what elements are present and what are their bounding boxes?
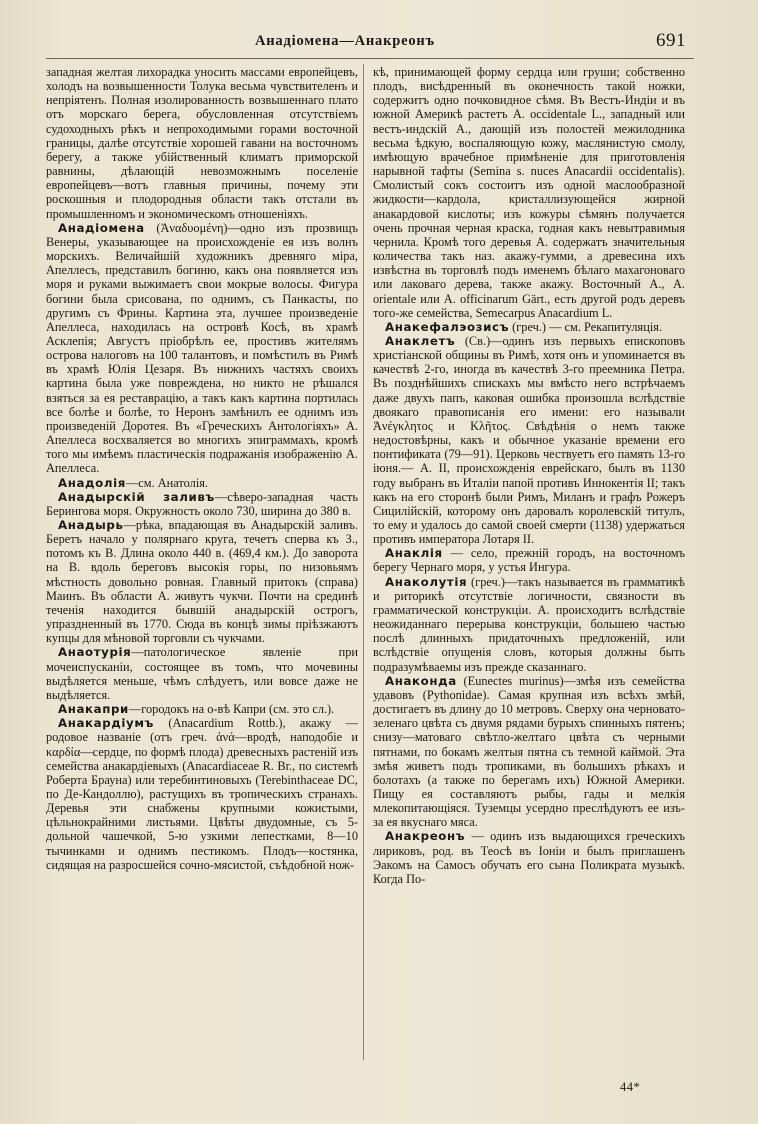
left-column bbox=[46, 65, 358, 872]
entry-text: (Eunectes murinus)—змѣя изъ семейства удавовъ (Pythonidae). Самая крупная изъ всѣхъ змѣй, достигаетъ въ длину до 10 метровъ. Сверху она черновато-зеленаго цвѣта съ двумя рядами бурыхъ спинныхъ пятенъ; снизу—матоваго свѣтло-желтаго цвѣта съ черными пятнами, по бокамъ желтыя пятна съ темной каймой. Эта змѣя живетъ подъ тропиками, въ большихъ рѣкахъ и болотахъ (а также по берегамъ ихъ) Южной Америки. Пищу ея составляютъ рыбы, гады и мелкія млекопитающіяся. Туземцы усердно преслѣдуютъ ее изъ-за ея вкуснаго мяса. bbox=[373, 673, 685, 830]
headword: Анакардіумъ bbox=[58, 716, 155, 731]
entry-anadyr-gulf bbox=[46, 490, 358, 518]
headword: Анадолія bbox=[58, 475, 126, 490]
headword: Анаотурія bbox=[58, 645, 132, 660]
column-divider bbox=[363, 64, 364, 1060]
entry-anadyr bbox=[46, 518, 358, 645]
headword: Анадырскій заливъ bbox=[58, 489, 215, 504]
entry-anakolutia bbox=[373, 575, 685, 674]
entry-text: —городокъ на о-вѣ Капри (см. это сл.). bbox=[128, 702, 335, 717]
continuation-paragraph: кѣ, принимающей форму сердца или груши; собственно плодъ, висѣдренный въ оконечность такой ножки, содержитъ одно почковидное сѣмя. Въ Вестъ-Индіи и въ южной Америкѣ растетъ A. occidentale L., западный или вестъ-индскій А., дающій изъ полостей межилодника весьма ѣдкую, воспаляющую кожу, маслянистую смолу, имѣющую врачебное примѣненіе для приготовленія нарывной тафты (Semina s. nuces Anacardii occidentalis). Смолистый сокъ состоитъ изъ одной маслообразной жидкости—кардола, кристаллизующейся жирной анакардовой кислоты; изъ кожуры сѣмянъ получается очень прочная черная краска, годная какъ невытравимыя чернила. Кромѣ того деревья А. содержатъ значительныя количества такъ наз. акажу-гумми, а древесина ихъ извѣстна въ торговлѣ подъ именемъ бѣлаго махагоноваго или лаковаго дерева, также акажу. Восточный А., A. orientale или A. officinarum Gärt., есть другой родъ деревъ того-же семейства, Semecarpus Anacardium L. bbox=[373, 65, 685, 320]
running-head: Анадіомена—Анакреонъ bbox=[255, 33, 435, 49]
entry-text: (греч.)—такъ называется въ грамматикѣ и риторикѣ отсутствіе логичности, связности въ грамматической конструкціи. А. происходитъ вслѣдствіе неожиданнаго перерыва конструкціи, большею частью послѣ длинныхъ придаточныхъ предложеній, или вслѣдствіе опущенія словъ, которыя должны быть подразумѣваемы изъ прежде сказаннаго. bbox=[373, 574, 685, 674]
entry-anakefaleozis bbox=[373, 320, 685, 334]
entry-text: (Anacardium Rottb.), акажу — родовое названіе (отъ греч. ἀνά—вродѣ, наподобіе и καρδία—сердце, по формѣ плода) древесныхъ растеній изъ семейства анакардіевыхъ (Anacardiaceae R. Br., по системѣ Роберта Брауна) или теребинтиновыхъ (Terebinthaceae DC, по Де-Кандоллю), растущихъ въ тропическихъ странахъ. Деревья эти снабжены крупными кожистыми, цѣльнокрайними листьями. Цвѣты двудомные, съ 5-дольной чашечкой, 5-ю узкими лепестками, 8—10 тычинками и однимъ пестикомъ. Плодъ—костянка, сидящая на разросшейся сочно-мясистой, съѣдобной нож- bbox=[46, 716, 358, 872]
entry-anadolia bbox=[46, 476, 358, 490]
entry-anakonda bbox=[373, 674, 685, 830]
page-number: 691 bbox=[656, 30, 686, 51]
entry-text: (греч.) — см. Рекапитуляція. bbox=[509, 319, 663, 334]
headword: Анаколутія bbox=[385, 574, 468, 589]
headword: Анакреонъ bbox=[385, 829, 466, 844]
entry-anakreon bbox=[373, 829, 685, 886]
entry-text: —патологическое явленіе при мочеиспусканіи, состоящее въ томъ, что мочевины выдѣляется меньше, чѣмъ слѣдуетъ, или вовсе даже не выдѣляется. bbox=[46, 645, 358, 702]
entry-anaklet bbox=[373, 334, 685, 546]
right-column bbox=[373, 65, 685, 886]
entry-text: (Св.)—одинъ изъ первыхъ епископовъ христіанской общины въ Римѣ, хотя онъ и упоминается въ качествѣ 2-го, иногда въ качествѣ 3-го преемника Петра. Въ позднѣйшихъ спискахъ мы вмѣсто него встрѣчаемъ даже двухъ папъ, каковая ошибка произошла вслѣдствіе двоякаго правописанія его имени: его называли Ἀνέγκλητος и Κλῆτος. Свѣдѣнія о немъ также недостовѣрны, какъ и обычное указаніе времени его понтификата (79—91). Церковь чествуетъ его память 13-го іюня.— А. II, происхожденія еврейскаго, былъ въ 1130 году выбранъ въ Италіи папой противъ Иннокентія II; такъ какъ на его сторонѣ были Римъ, Миланъ и графъ Рожеръ Сицилійскій, которому онъ даровалъ королевскій титулъ, то ему и удалось до самой своей смерти (1138) удержаться противъ императора Лотаря II. bbox=[373, 333, 685, 547]
entry-text: —рѣка, впадающая въ Анадырскій заливъ. Беретъ начало у полярнаго круга, течетъ сперва къ З., потомъ къ В. Длина около 440 в. (469,4 км.). До заворота на В. вдоль береговъ высокія горы, по низовьямъ мѣстность довольно ровная. Главный притокъ (справа) Маинъ. Въ области А. живутъ чукчи. Почти на срединѣ теченія находится бывшій анадырскій острогъ, упраздненный въ 1770. Сюда въ концѣ зимы пріѣзжаютъ купцы для мѣновой торговли съ чукчами. bbox=[46, 518, 358, 646]
entry-anacardium bbox=[46, 716, 358, 872]
headword: Анадырь bbox=[58, 518, 124, 532]
entry-text: — одинъ изъ выдающихся греческихъ лириковъ, род. въ Теосѣ въ Іоніи и былъ приглашенъ Эакомъ на Самосъ обучать его сына Поликрата музыкѣ. Когда По- bbox=[373, 829, 685, 886]
entry-text: (Ἀναδυομένη)—одно изъ прозвищъ Венеры, указывающее на происхожденіе ея изъ волнъ морскихъ. Величайшій художникъ древняго міра, Апеллесъ, представилъ богиню, какъ она появляется изъ моря и руками выжимаетъ свои мокрые волосы. Фигура богини была срисована, по однимъ, съ Панкасты, по другимъ съ Фрины. Картина эта, лучшее произведеніе Апеллеса, находилась на островѣ Косѣ, въ храмѣ Асклепія; Августъ пріобрѣлъ ее, простивъ жителямъ острова налоговъ на 100 талантовъ, и помѣстилъ въ Римѣ въ храмѣ Юлія Цезаря. Въ нижнихъ частяхъ своихъ картина была уже повреждена, но никто не рѣшался взяться за ея реставрацію, а такъ какъ картина портилась все болѣе и болѣе, то Неронъ замѣнилъ ее однимъ изъ произведеній Доротея. Въ «Греческихъ Антологіяхъ» А. Апеллеса восхваляется во многихъ эпиграммахъ, кромѣ того мы имѣемъ пластическія подражанія изображенію А. Апеллеса. bbox=[46, 220, 358, 476]
headword: Анаконда bbox=[385, 673, 457, 688]
headword: Анаклія bbox=[385, 546, 443, 561]
entry-text: — село, прежній городъ, на восточномъ берегу Чернаго моря, у устья Ингура. bbox=[373, 546, 685, 575]
entry-text: —см. Анатолія. bbox=[125, 475, 209, 490]
headword: Анадіомена bbox=[58, 220, 145, 235]
headword: Анаклетъ bbox=[385, 333, 456, 348]
entry-anaoturia bbox=[46, 645, 358, 702]
headword: Анакефалэозисъ bbox=[385, 319, 510, 334]
header-rule bbox=[46, 58, 694, 59]
entry-anacapri bbox=[46, 702, 358, 716]
continuation-paragraph: западная желтая лихорадка уносить массами европейцевъ, холодъ на возвышенности Толука весьма чувствителенъ и непріятенъ. Полная изолированность возвышеннаго плато отъ морскаго берега, обусловленная отсутствіемъ судоходныхъ рѣкъ и непроходимыми горами восточной границы, далѣе отсутствіе хорошей гавани на восточномъ берегу, а также убійственный климатъ приморской равнины, дѣлающій невозможнымъ поселеніе европейцевъ—вотъ главныя причины, почему эти роскошныя и плодородныя области такъ отстали въ промышленномъ и экономическомъ отношеніяхъ. bbox=[46, 65, 358, 221]
signature-mark: 44* bbox=[620, 1080, 641, 1094]
headword: Анакапри bbox=[58, 702, 129, 717]
entry-anaklia bbox=[373, 546, 685, 574]
entry-text: —сѣверо-западная часть Берингова моря. Окружность около 730, ширина до 380 в. bbox=[46, 489, 358, 518]
entry-anadiomena bbox=[46, 221, 358, 476]
